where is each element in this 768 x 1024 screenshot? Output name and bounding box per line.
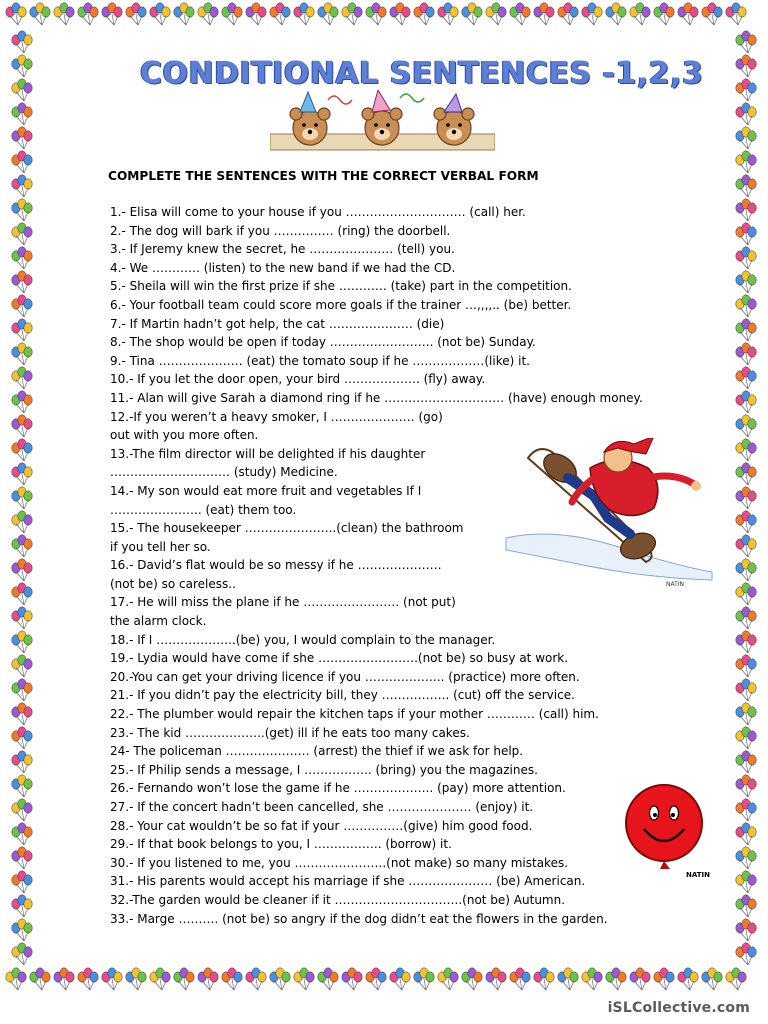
- skier-boy-icon: [498, 438, 720, 590]
- sentence-line: 33.- Marge ………. (not be) so angry if the dog didn’t eat the flowers in the garden.: [110, 911, 608, 926]
- balloon-border-right: [722, 0, 768, 997]
- balloon-bunch-icon: [0, 0, 46, 997]
- sentence-line: if you tell her so.: [110, 539, 211, 554]
- sentence-line: out with you more often.: [110, 428, 259, 443]
- sentence-line: 8.- The shop would be open if today …………………….. (not be) Sunday.: [110, 335, 536, 350]
- sentence-line: 32.-The garden would be cleaner if it …………………………..(not be) Autumn.: [110, 892, 566, 907]
- sentence-line: 25.- If Philip sends a message, I …………….. (bring) you the magazines.: [110, 762, 538, 777]
- sentence-line: 9.- Tina ………………… (eat) the tomato soup if he ………………(like) it.: [110, 353, 530, 368]
- sentence-line: 17.- He will miss the plane if he …………………… (not put): [110, 595, 456, 610]
- smiley-balloon-icon: [620, 779, 716, 885]
- sentence-line: 22.- The plumber would repair the kitchen taps if your mother ………… (call) him.: [110, 707, 599, 722]
- sentence-line: (not be) so careless..: [110, 576, 236, 591]
- sentence-line: 23.- The kid ………………..(get) ill if he eats too many cakes.: [110, 725, 470, 740]
- sentence-line: 21.- If you didn’t pay the electricity bill, they …………….. (cut) off the service.: [110, 688, 575, 703]
- watermark: iSLCollective.com: [607, 1000, 750, 1016]
- sentence-line: ………………….. (eat) them too.: [110, 502, 297, 517]
- sentence-line: 28.- Your cat wouldn’t be so fat if your ……………(give) him good food.: [110, 818, 533, 833]
- sentence-line: 18.- If I ………………..(be) you, I would complain to the manager.: [110, 632, 496, 647]
- instruction-heading: COMPLETE THE SENTENCES WITH THE CORRECT VERBAL FORM: [108, 169, 539, 183]
- balloon-bunch-icon: [0, 0, 768, 32]
- sentence-line: 3.- If Jeremy knew the secret, he ………………… (tell) you.: [110, 242, 455, 257]
- sentence-line: 1.- Elisa will come to your house if you ………………………… (call) her.: [110, 205, 526, 219]
- sentence-line: 4.- We ………… (listen) to the new band if we had the CD.: [110, 260, 456, 275]
- sentence-line: 29.- If that book belongs to you, I …………….. (borrow) it.: [110, 837, 452, 852]
- balloon-bunch-icon: [0, 965, 768, 997]
- sentence-line: 2.- The dog will bark if you …………… (ring) the doorbell.: [110, 223, 451, 238]
- sentence-line: 10.- If you let the door open, your bird ………………. (fly) away.: [110, 372, 486, 387]
- smiley-credit: NATIN: [686, 871, 710, 879]
- sentence-line: 27.- If the concert hadn’t been cancelled, she ………………… (enjoy) it.: [110, 800, 534, 814]
- skier-credit: NATIN: [666, 581, 685, 588]
- sentence-line: the alarm clock.: [110, 614, 207, 629]
- sentence-line: 15.- The housekeeper …………………..(clean) the bathroom: [110, 521, 464, 536]
- sentence-line: 13.-The film director will be delighted if his daughter: [110, 446, 426, 461]
- sentence-line: 5.- Sheila will win the first prize if she ………… (take) part in the competition.: [110, 279, 572, 294]
- sentence-line: 7.- If Martin hadn’t got help, the cat ………………… (die): [110, 316, 445, 331]
- sentence-line: 6.- Your football team could score more goals if the trainer …,,,,.. (be) better.: [110, 297, 572, 312]
- sentence-line: 26.- Fernando won’t lose the game if he ……………….. (pay) more attention.: [110, 781, 566, 796]
- sentence-line: 30.- If you listened to me, you …………………..(not make) so many mistakes.: [110, 855, 569, 870]
- sentence-line: 19.- Lydia would have come if she …………………….(not be) so busy at work.: [110, 651, 569, 666]
- worksheet-title: CONDITIONAL SENTENCES -1,2,3: [140, 56, 704, 91]
- sentence-line: 24- The policeman ………………… (arrest) the thief if we ask for help.: [110, 744, 524, 759]
- sentence-line: 31.- His parents would accept his marriage if she ………………… (be) American.: [110, 874, 586, 889]
- balloon-bunch-icon: [722, 0, 768, 997]
- sentence-line: 12.-If you weren’t a heavy smoker, I ………………… (go): [110, 409, 443, 424]
- sentence-line: 16.- David’s flat would be so messy if he …………………: [110, 558, 442, 573]
- party-bears-icon: [270, 90, 495, 152]
- balloon-border-bottom: [0, 965, 768, 997]
- balloon-border-top: [0, 0, 768, 32]
- sentence-line: ………………………… (study) Medicine.: [110, 465, 338, 480]
- sentence-line: 20.-You can get your driving licence if you ……………….. (practice) more often.: [110, 669, 580, 684]
- sentence-line: 14.- My son would eat more fruit and vegetables If I: [110, 483, 422, 498]
- sentence-line: 11.- Alan will give Sarah a diamond ring if he ………………………… (have) enough money.: [110, 390, 643, 405]
- balloon-border-left: [0, 0, 46, 997]
